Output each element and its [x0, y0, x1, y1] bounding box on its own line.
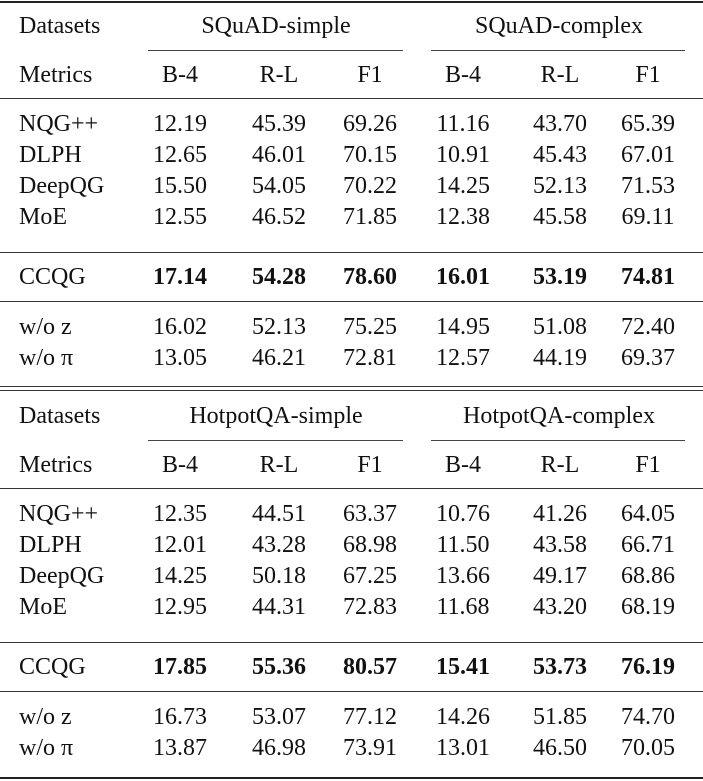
cell-value: 52.13 — [252, 314, 306, 340]
header-rule — [0, 98, 703, 99]
row-label: DeepQG — [19, 173, 105, 199]
cell-value: 72.81 — [343, 345, 397, 371]
cell-value: 43.28 — [252, 532, 306, 558]
dataset-group-1: SQuAD-simple — [201, 13, 351, 39]
cell-value: 43.70 — [533, 111, 587, 137]
cell-value: 53.19 — [533, 264, 587, 290]
cell-value: 11.16 — [436, 111, 490, 137]
cell-value: 16.73 — [153, 704, 207, 730]
cell-value: 10.76 — [436, 501, 490, 527]
cell-value: 45.58 — [533, 204, 587, 230]
dataset-header-row — [0, 8, 703, 44]
cell-value: 15.41 — [436, 654, 490, 680]
dataset-group-2: HotpotQA-complex — [463, 403, 655, 429]
cell-value: 67.01 — [621, 142, 675, 168]
cell-value: 65.39 — [621, 111, 675, 137]
cell-value: 13.87 — [153, 735, 207, 761]
row-label: CCQG — [19, 264, 86, 290]
cell-value: 66.71 — [621, 532, 675, 558]
cell-value: 68.86 — [621, 563, 675, 589]
metric-header: B-4 — [445, 62, 481, 88]
ours-rule — [0, 301, 703, 302]
metric-header: R-L — [540, 452, 580, 478]
cell-value: 11.50 — [436, 532, 490, 558]
cell-value: 75.25 — [343, 314, 397, 340]
metric-header: F1 — [635, 62, 661, 88]
baseline-row — [0, 589, 703, 625]
cell-value: 12.95 — [153, 594, 207, 620]
cell-value: 51.85 — [533, 704, 587, 730]
cell-value: 51.08 — [533, 314, 587, 340]
cell-value: 12.38 — [436, 204, 490, 230]
dataset-group-2: SQuAD-complex — [475, 13, 643, 39]
cell-value: 13.01 — [436, 735, 490, 761]
cell-value: 71.53 — [621, 173, 675, 199]
cell-value: 63.37 — [343, 501, 397, 527]
cell-value: 10.91 — [436, 142, 490, 168]
cell-value: 52.13 — [533, 173, 587, 199]
proposed-model-row — [0, 649, 703, 685]
cell-value: 12.65 — [153, 142, 207, 168]
cell-value: 44.51 — [252, 501, 306, 527]
cmidrule-group-1 — [148, 440, 403, 441]
cell-value: 44.31 — [252, 594, 306, 620]
cell-value: 12.57 — [436, 345, 490, 371]
proposed-model-row — [0, 259, 703, 295]
header-rule — [0, 488, 703, 489]
metrics-label: Metrics — [19, 62, 93, 88]
cell-value: 74.81 — [621, 264, 675, 290]
cell-value: 70.15 — [343, 142, 397, 168]
baseline-rule — [0, 642, 703, 643]
cmidrule-group-2 — [431, 440, 685, 441]
cell-value: 12.35 — [153, 501, 207, 527]
row-label: DLPH — [19, 532, 82, 558]
cell-value: 44.19 — [533, 345, 587, 371]
cell-value: 46.21 — [252, 345, 306, 371]
row-label: MoE — [19, 204, 67, 230]
row-label: DeepQG — [19, 563, 105, 589]
cell-value: 46.50 — [533, 735, 587, 761]
baseline-rule — [0, 252, 703, 253]
cell-value: 12.01 — [153, 532, 207, 558]
cell-value: 13.66 — [436, 563, 490, 589]
cell-value: 41.26 — [533, 501, 587, 527]
cell-value: 69.26 — [343, 111, 397, 137]
cell-value: 68.19 — [621, 594, 675, 620]
cell-value: 71.85 — [343, 204, 397, 230]
cell-value: 43.20 — [533, 594, 587, 620]
cmidrule-group-1 — [148, 50, 403, 51]
metrics-header-row — [0, 57, 703, 93]
metric-header: F1 — [635, 452, 661, 478]
metric-header: B-4 — [162, 62, 198, 88]
metrics-header-row — [0, 447, 703, 483]
cell-value: 17.14 — [153, 264, 207, 290]
cell-value: 12.19 — [153, 111, 207, 137]
metric-header: B-4 — [162, 452, 198, 478]
metric-header: F1 — [357, 62, 383, 88]
row-label: w/o z — [19, 704, 72, 730]
cell-value: 54.05 — [252, 173, 306, 199]
cell-value: 69.37 — [621, 345, 675, 371]
cell-value: 49.17 — [533, 563, 587, 589]
metric-header: B-4 — [445, 452, 481, 478]
cell-value: 53.73 — [533, 654, 587, 680]
cell-value: 17.85 — [153, 654, 207, 680]
cell-value: 78.60 — [343, 264, 397, 290]
cell-value: 46.01 — [252, 142, 306, 168]
cmidrule-group-2 — [431, 50, 685, 51]
cell-value: 70.05 — [621, 735, 675, 761]
cell-value: 12.55 — [153, 204, 207, 230]
row-label: w/o z — [19, 314, 72, 340]
cell-value: 43.58 — [533, 532, 587, 558]
cell-value: 15.50 — [153, 173, 207, 199]
cell-value: 53.07 — [252, 704, 306, 730]
double-rule-bottom — [0, 390, 703, 391]
row-label: MoE — [19, 594, 67, 620]
double-rule-top — [0, 386, 703, 387]
row-label: NQG++ — [19, 111, 99, 137]
ablation-row — [0, 340, 703, 376]
cell-value: 67.25 — [343, 563, 397, 589]
cell-value: 76.19 — [621, 654, 675, 680]
cell-value: 72.40 — [621, 314, 675, 340]
cell-value: 14.25 — [436, 173, 490, 199]
cell-value: 16.01 — [436, 264, 490, 290]
cell-value: 68.98 — [343, 532, 397, 558]
metric-header: R-L — [259, 62, 299, 88]
cell-value: 46.98 — [252, 735, 306, 761]
metric-header: R-L — [259, 452, 299, 478]
row-label: w/o π — [19, 345, 74, 371]
dataset-header-row — [0, 398, 703, 434]
cell-value: 55.36 — [252, 654, 306, 680]
cell-value: 69.11 — [621, 204, 675, 230]
row-label: DLPH — [19, 142, 82, 168]
metrics-label: Metrics — [19, 452, 93, 478]
cell-value: 72.83 — [343, 594, 397, 620]
row-label: NQG++ — [19, 501, 99, 527]
cell-value: 70.22 — [343, 173, 397, 199]
datasets-label: Datasets — [19, 13, 101, 39]
cell-value: 45.39 — [252, 111, 306, 137]
cell-value: 14.26 — [436, 704, 490, 730]
cell-value: 77.12 — [343, 704, 397, 730]
cell-value: 50.18 — [252, 563, 306, 589]
cell-value: 13.05 — [153, 345, 207, 371]
cell-value: 64.05 — [621, 501, 675, 527]
cell-value: 46.52 — [252, 204, 306, 230]
metric-header: R-L — [540, 62, 580, 88]
top-rule — [0, 1, 703, 3]
datasets-label: Datasets — [19, 403, 101, 429]
cell-value: 73.91 — [343, 735, 397, 761]
cell-value: 11.68 — [436, 594, 490, 620]
cell-value: 14.95 — [436, 314, 490, 340]
cell-value: 16.02 — [153, 314, 207, 340]
ablation-row — [0, 730, 703, 766]
cell-value: 54.28 — [252, 264, 306, 290]
ours-rule — [0, 691, 703, 692]
cell-value: 14.25 — [153, 563, 207, 589]
cell-value: 74.70 — [621, 704, 675, 730]
row-label: CCQG — [19, 654, 86, 680]
cell-value: 45.43 — [533, 142, 587, 168]
bottom-rule — [0, 777, 703, 779]
dataset-group-1: HotpotQA-simple — [189, 403, 363, 429]
cell-value: 80.57 — [343, 654, 397, 680]
baseline-row — [0, 199, 703, 235]
row-label: w/o π — [19, 735, 74, 761]
metric-header: F1 — [357, 452, 383, 478]
